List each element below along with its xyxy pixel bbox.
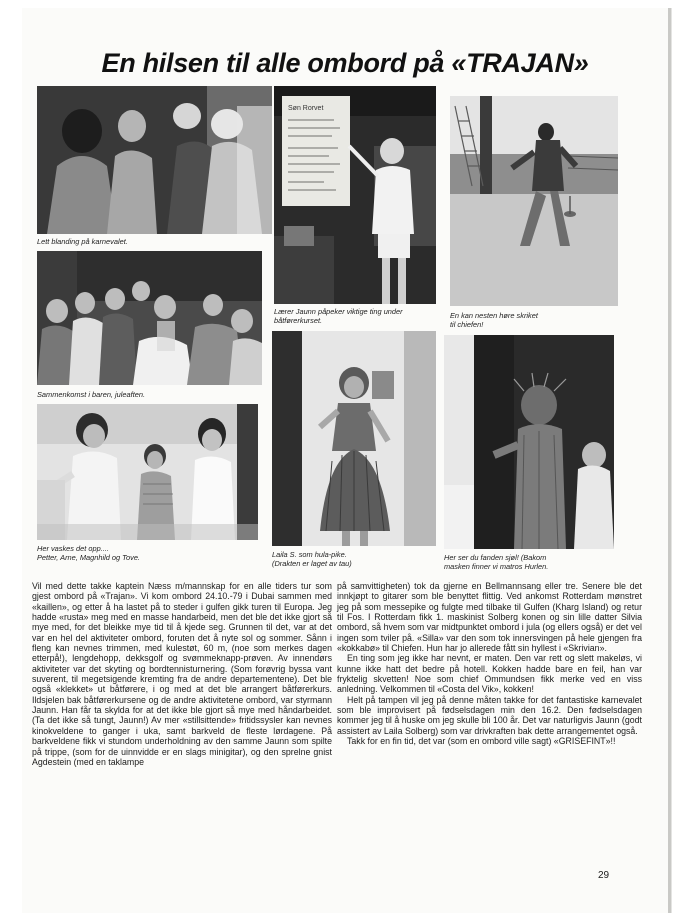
page-title: En hilsen til alle ombord på «TRAJAN» — [101, 48, 589, 78]
caption-dishes-line2: Petter, Arne, Magnhild og Tove. — [37, 553, 140, 562]
article-column-left — [32, 581, 332, 767]
photo-deck — [450, 96, 618, 306]
caption-carnival: Lett blanding på karnevalet. — [37, 237, 128, 246]
photo-carnival — [37, 86, 272, 234]
photo-hula — [272, 331, 436, 546]
caption-bar: Sammenkomst i baren, juleaften. — [37, 390, 146, 399]
caption-devil-line2: masken finner vi matros Hurlen. — [444, 562, 549, 571]
article-right-paragraph-1: på samvittigheten) tok da gjerne en Bellmannsang eller tre. Senere ble det innkjøpt to gitarer som ble benyttet flittig. Ved ankomst Rotterdam mønstret jeg på som messepike og fulgte med tilbake til Gulfen (Kharg Island) og retur til Fos. I Rotterdam fikk 1. maskinist Solberg konen og sin lille datter Silvia ombord, så hvem som var midtpunktet ombord i jula (og ellers også) er det vel ingen som tviler på. «Silla» var den som tok innersvingen på hele gjengen fra «kokkabø» til Chiefen. Hun har jo allerede fått sin hyllest i «Skrivian». — [337, 581, 642, 654]
caption-deck: En kan nesten høre skriket til chiefen! — [450, 311, 538, 329]
magazine-page — [22, 8, 671, 913]
caption-hula-line1: Laila S. som hula-pike. — [272, 550, 347, 559]
caption-dishes-line1: Her vaskes det opp.... — [37, 544, 109, 553]
caption-hula-line2: (Drakten er laget av tau) — [272, 559, 352, 568]
article-right-paragraph-2: En ting som jeg ikke har nevnt, er maten. Den var rett og slett makeløs, vi kunne ikke hatt det bedre på hotell. Kokken hadde bare en feil, han var fryktelig skvetten! Noe som chief Ommundsen fikk merke ved en viss anledning. Velkommen til «Costa del Vik», kokken! — [337, 653, 642, 695]
article-right-paragraph-3: Helt på tampen vil jeg på denne måten takke for det fantastiske karnevalet som ble improvisert på fødselsdagen min den 16.2. Den fødselsdagen kommer jeg til å huske om jeg skulle bli 100 år. Det var naturligvis Jaunn (godt assistert av Laila Solberg) som var drivkraften bak dette arrangementet også. — [337, 694, 642, 736]
caption-devil-line1: Her ser du fanden sjøl! (Bakom — [444, 553, 547, 562]
photo-course — [274, 86, 436, 304]
caption-dishes — [37, 544, 262, 562]
caption-hula — [272, 550, 442, 568]
photo-bar — [37, 251, 262, 385]
caption-devil — [444, 553, 644, 571]
caption-course — [274, 307, 449, 325]
article-right-paragraph-4: Takk for en fin tid, det var (som en ombord ville sagt) «GRISEFINT»!! — [347, 736, 616, 747]
photo-dishes — [37, 404, 258, 540]
whiteboard-heading: Søn Rorvet — [288, 105, 324, 112]
caption-course-text: Lærer Jaunn påpeker viktige ting under båtførerkurset. — [274, 307, 403, 325]
page-number: 29 — [598, 870, 610, 881]
article-left-paragraph-1: Vil med dette takke kaptein Næss m/mannskap for en alle tiders tur som gjest ombord på «Trajan». Vi kom ombord 24.10.-79 i Dubai sammen med «kaillen», og etter å ha lastet på to steder i gulfen gikk turen til Europa. Jeg hadde «rusta» meg med en masse handarbeid, men det ble det ikke gjort så mye med, for det bleikke mye tid til å kjede seg. Grunnen til det, var at det var en hel del aktiviteter ombord, foruten det å nyte sol og sommer. Sånn i fleng kan nevnes trimmen, med kulestøt, 60 m, (noe som merkes dagen etterpå!), lengdehopp, dekksgolf og svømmeknapp-prøven. Av innendørs aktiviteter var det skyting og bordtennisturnering. (Som forøvrig byssa vant suverent, til megetsigende kremting fra de andre departementene). Det ble også «klekket» ut båtførere, i og med at det ble arrangert båtførerkurs. Ildsjelen bak båtførerkursene og de andre aktivitetene ombord, var styrmann Jaunn. Han får ta skylda for at det ikke ble gjort så mye med håndarbeidet. (Ta det ikke så tungt, Jaunn!) Av mer «stillsittende» fritidssysler kan nevnes kinokveldene to ganger i uka, samt barkveld de fleste lørdagene. På barkveldene fikk vi stundom underholdning av den samme Jaunn som spilte på trippe, (som for de uinnvidde er en slags minigitar), og den sprelne gnist Agdestein (med en taklampe — [32, 581, 332, 767]
photo-devil — [444, 335, 614, 549]
article-column-right — [337, 581, 642, 747]
